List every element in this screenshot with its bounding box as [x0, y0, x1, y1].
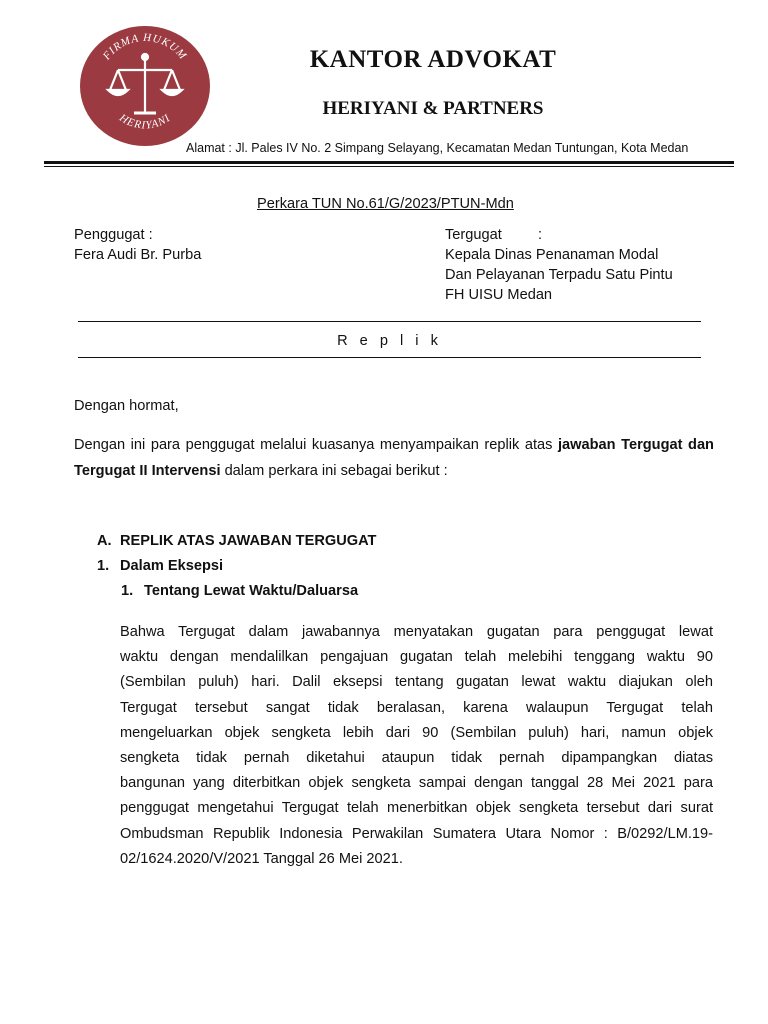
plaintiff-label: Penggugat : [74, 227, 153, 243]
office-address: Alamat : Jl. Pales IV No. 2 Simpang Selayang, Kecamatan Medan Tuntungan, Kota Medan [186, 141, 689, 155]
office-title: KANTOR ADVOKAT [309, 46, 557, 73]
defendant-colon: : [538, 227, 543, 243]
body-line: mengeluarkan objek sengketa lebih dari 90 (Sembilan puluh) hari, namun objek [120, 724, 713, 741]
body-line: sengketa tidak pernah diketahui ataupun tidak pernah dipampangkan diatas [120, 750, 713, 767]
body-line: Bahwa Tergugat dalam jawabannya menyatakan gugatan para penggugat lewat [120, 624, 713, 640]
section-number: 1. [121, 583, 134, 599]
plaintiff-name: Fera Audi Br. Purba [74, 247, 202, 263]
body-line: waktu dengan mendalilkan pengajuan gugatan telah melebihi tenggang waktu 90 [120, 649, 713, 666]
document-title: R e p l i k [337, 333, 442, 349]
letterhead-divider-thin [44, 166, 734, 167]
seal-bottom-text: HERIYANI [117, 111, 173, 132]
defendant-line: FH UISU Medan [445, 287, 553, 303]
defendant-label: Tergugat [445, 227, 502, 243]
seal-top-text: FIRMA HUKUM [100, 31, 190, 63]
intro-paragraph [74, 432, 714, 484]
plaintiff-block [74, 225, 201, 265]
body-line: 02/1624.2020/V/2021 Tanggal 26 Mei 2021. [120, 850, 403, 867]
section-heading-a [97, 533, 376, 549]
intro-bold-text: jawaban Tergugat dan Tergugat II Intervensi [74, 437, 714, 479]
section-heading-1 [97, 558, 223, 574]
defendant-line: Kepala Dinas Penanaman Modal [445, 247, 659, 263]
law-firm-seal-logo [78, 24, 212, 148]
intro-text-end: dalam perkara ini sebagai berikut : [220, 463, 448, 479]
section-title: REPLIK ATAS JAWABAN TERGUGAT [120, 533, 377, 549]
defendant-block [445, 225, 673, 305]
intro-text: Dengan ini para penggugat melalui kuasanya menyampaikan replik atas [74, 437, 558, 453]
section-title: Tentang Lewat Waktu/Daluarsa [144, 583, 359, 599]
subsection-heading-1 [121, 583, 358, 599]
office-subtitle: HERIYANI & PARTNERS [322, 98, 544, 119]
title-rule-bottom [78, 357, 701, 358]
section-title: Dalam Eksepsi [120, 558, 224, 574]
body-line: bangunan yang diterbitkan objek sengketa sampai dengan tanggal 28 Mei 2021 para [120, 775, 713, 792]
section-number: A. [97, 533, 112, 549]
defendant-line: Dan Pelayanan Terpadu Satu Pintu [445, 267, 673, 283]
body-line: Tergugat tersebut sangat tidak beralasan, karena walaupun Tergugat telah [120, 699, 713, 716]
section-number: 1. [97, 558, 110, 574]
body-line: (Sembilan puluh) hari. Dalil eksepsi tentang gugatan lewat waktu diajukan oleh [120, 674, 713, 691]
body-paragraph [120, 620, 713, 872]
title-rule-top [78, 321, 701, 322]
body-line: penggugat mengetahui Tergugat telah menerbitkan objek sengketa tersebut dari surat [120, 800, 713, 817]
greeting: Dengan hormat, [74, 398, 179, 414]
case-number: Perkara TUN No.61/G/2023/PTUN-Mdn [257, 196, 514, 212]
body-line: Ombudsman Republik Indonesia Perwakilan Sumatera Utara Nomor : B/0292/LM.19- [120, 825, 713, 842]
letterhead-divider-thick [44, 161, 734, 164]
